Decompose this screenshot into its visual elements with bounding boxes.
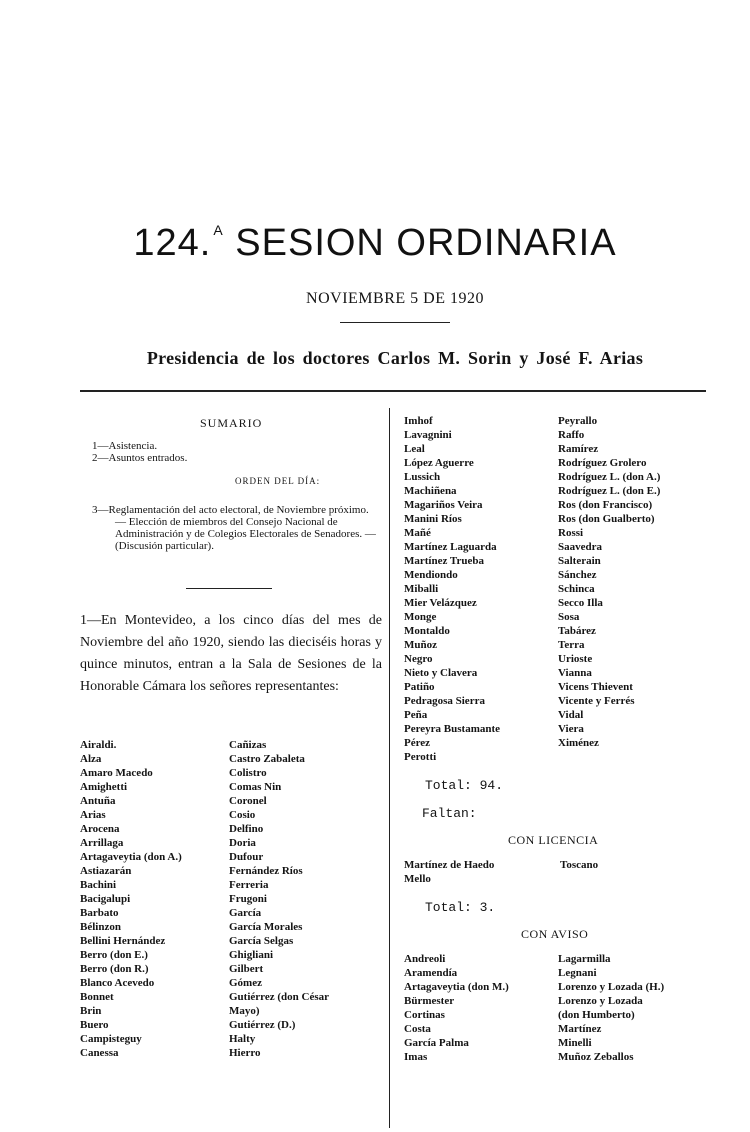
member-name: Magariños Veira xyxy=(404,499,483,511)
member-name: (don Humberto) xyxy=(558,1009,635,1021)
member-name: Perotti xyxy=(404,751,437,763)
member-name: Gilbert xyxy=(229,963,264,975)
member-name: Vianna xyxy=(558,667,592,679)
member-name: Castro Zabaleta xyxy=(229,753,305,765)
member-name: Artagaveytia (don A.) xyxy=(80,851,182,863)
member-name: Arias xyxy=(80,809,106,821)
con-licencia-column-1 xyxy=(404,858,494,886)
sumario-item-3-text: 3—Reglamentación del acto electoral, de Noviembre próximo. — Elección de miembros del Consejo Nacional de Administración y de Colegios Electorales de Senadores. — (Discusión particular). xyxy=(92,504,376,552)
attendees-column-1 xyxy=(80,738,182,1060)
member-name: Dufour xyxy=(229,851,264,863)
session-name: SESION ORDINARIA xyxy=(235,222,617,264)
member-name: Muñoz xyxy=(404,639,437,651)
member-name: Secco Illa xyxy=(558,597,603,609)
member-name: Martínez Trueba xyxy=(404,555,484,567)
member-name: Ramírez xyxy=(558,443,599,455)
member-name: Ros (don Gualberto) xyxy=(558,513,655,525)
member-name: Costa xyxy=(404,1023,431,1035)
sumario-heading: SUMARIO xyxy=(200,416,263,430)
member-name: Mayo) xyxy=(229,1005,260,1017)
member-name: García Morales xyxy=(229,921,303,933)
member-name: Lussich xyxy=(404,471,441,483)
member-name: Pereyra Bustamante xyxy=(404,723,501,735)
member-name: Mañé xyxy=(404,527,431,539)
member-name: Bürmester xyxy=(404,995,455,1007)
presidency-line: Presidencia de los doctores Carlos M. Sorin y José F. Arias xyxy=(146,348,644,368)
opening-paragraph-text: 1—En Montevideo, a los cinco días del mes de Noviembre del año 1920, siendo las dieciséis horas y quince minutos, entran a la Sala de Sesiones de la Honorable Cámara los señores representantes: xyxy=(80,613,382,694)
member-name: Minelli xyxy=(558,1037,592,1049)
member-name: Comas Nin xyxy=(229,781,282,793)
sumario-item-3 xyxy=(92,504,382,552)
member-name: Nieto y Clavera xyxy=(404,667,478,679)
member-name: Cosio xyxy=(229,809,256,821)
member-name: Gutiérrez (don César xyxy=(229,991,329,1003)
member-name: Tabárez xyxy=(558,625,596,637)
member-name: Arocena xyxy=(80,823,120,835)
session-date: NOVIEMBRE 5 DE 1920 xyxy=(306,290,484,307)
member-name: Delfino xyxy=(229,823,264,835)
member-name: Saavedra xyxy=(558,541,602,553)
member-name: Miballi xyxy=(404,583,439,595)
session-title xyxy=(0,222,750,265)
member-name: Gómez xyxy=(229,977,262,989)
attendees-column-3 xyxy=(404,414,500,764)
member-name: Negro xyxy=(404,653,433,665)
member-name: Buero xyxy=(80,1019,109,1031)
member-name: Muñoz Zeballos xyxy=(558,1051,634,1063)
member-name: Imas xyxy=(404,1051,428,1063)
member-name: Martínez xyxy=(558,1023,602,1035)
attendees-column-2 xyxy=(229,738,329,1060)
member-name: Brin xyxy=(80,1005,102,1017)
member-name: Mendiondo xyxy=(404,569,458,581)
member-name: Salterain xyxy=(558,555,601,567)
member-name: Gutiérrez (D.) xyxy=(229,1019,296,1031)
member-name: Cortinas xyxy=(404,1009,445,1021)
member-name: Schinca xyxy=(558,583,595,595)
member-name: Legnani xyxy=(558,967,597,979)
member-name: Raffo xyxy=(558,429,585,441)
member-name: Frugoni xyxy=(229,893,267,905)
member-name: Canessa xyxy=(80,1047,119,1059)
member-name: Sánchez xyxy=(558,569,597,581)
member-name: Coronel xyxy=(229,795,267,807)
con-aviso-column-1 xyxy=(404,952,509,1064)
member-name: Colistro xyxy=(229,767,267,779)
member-name: Peyrallo xyxy=(558,415,598,427)
member-name: Artagaveytia (don M.) xyxy=(404,981,509,993)
member-name: Pérez xyxy=(404,737,431,749)
header-divider xyxy=(80,390,706,392)
attendees-column-4 xyxy=(558,414,660,750)
member-name: Lorenzo y Lozada (H.) xyxy=(558,981,665,993)
member-name: Bacigalupi xyxy=(80,893,131,905)
member-name: López Aguerre xyxy=(404,457,474,469)
member-name: Vicente y Ferrés xyxy=(558,695,635,707)
member-name: Mier Velázquez xyxy=(404,597,477,609)
member-name: Ghigliani xyxy=(229,949,274,961)
member-name: Terra xyxy=(558,639,585,651)
member-name: Bélinzon xyxy=(80,921,121,933)
member-name: García Selgas xyxy=(229,935,294,947)
member-name: García Palma xyxy=(404,1037,469,1049)
session-number: 124. xyxy=(133,222,212,264)
member-name: Martínez de Haedo xyxy=(404,859,495,871)
member-name: Vicens Thievent xyxy=(558,681,633,693)
member-name: Peña xyxy=(404,709,428,721)
ordinal-mark: A xyxy=(213,222,224,238)
member-name: Imhof xyxy=(404,415,433,427)
member-name: Bonnet xyxy=(80,991,114,1003)
member-name: Monge xyxy=(404,611,437,623)
member-name: Airaldi. xyxy=(80,739,117,751)
faltan-label: Faltan: xyxy=(422,806,477,821)
member-name: Berro (don R.) xyxy=(80,963,149,975)
opening-paragraph xyxy=(80,610,382,698)
member-name: Sosa xyxy=(558,611,580,623)
sumario-item-2: 2—Asuntos entrados. xyxy=(92,452,188,464)
member-name: Ximénez xyxy=(558,737,599,749)
member-name: Machiñena xyxy=(404,485,457,497)
member-name: Pedragosa Sierra xyxy=(404,695,485,707)
member-name: Barbato xyxy=(80,907,119,919)
member-name: Lagarmilla xyxy=(558,953,611,965)
member-name: Halty xyxy=(229,1033,256,1045)
member-name: Aramendía xyxy=(404,967,458,979)
member-name: Hierro xyxy=(229,1047,261,1059)
member-name: Bachini xyxy=(80,879,117,891)
member-name: Urioste xyxy=(558,653,593,665)
member-name: Lavagnini xyxy=(404,429,452,441)
member-name: Arrillaga xyxy=(80,837,124,849)
member-name: Astiazarán xyxy=(80,865,132,877)
member-name: Amighetti xyxy=(80,781,128,793)
member-name: Leal xyxy=(404,443,425,455)
total-present: Total: 94. xyxy=(425,778,504,793)
member-name: Vidal xyxy=(558,709,584,721)
con-licencia-column-2 xyxy=(560,858,598,872)
orden-del-dia-heading: ORDEN DEL DÍA: xyxy=(235,476,321,486)
con-aviso-heading: CON AVISO xyxy=(521,927,589,941)
member-name: García xyxy=(229,907,262,919)
member-name: Ferreria xyxy=(229,879,269,891)
sumario-divider xyxy=(186,588,272,589)
member-name: Berro (don E.) xyxy=(80,949,148,961)
member-name: Montaldo xyxy=(404,625,450,637)
member-name: Rodríguez L. (don A.) xyxy=(558,471,661,483)
member-name: Andreoli xyxy=(404,953,446,965)
con-licencia-heading: CON LICENCIA xyxy=(508,833,599,847)
member-name: Mello xyxy=(404,873,431,885)
member-name: Ros (don Francisco) xyxy=(558,499,653,511)
member-name: Lorenzo y Lozada xyxy=(558,995,643,1007)
total-licencia: Total: 3. xyxy=(425,900,496,915)
member-name: Amaro Macedo xyxy=(80,767,153,779)
member-name: Antuña xyxy=(80,795,116,807)
member-name: Rodríguez Grolero xyxy=(558,457,647,469)
column-divider xyxy=(389,408,390,1128)
member-name: Alza xyxy=(80,753,102,765)
member-name: Blanco Acevedo xyxy=(80,977,155,989)
member-name: Manini Ríos xyxy=(404,513,462,525)
member-name: Rossi xyxy=(558,527,584,539)
member-name: Bellini Hernández xyxy=(80,935,166,947)
member-name: Campisteguy xyxy=(80,1033,142,1045)
member-name: Patiño xyxy=(404,681,435,693)
member-name: Toscano xyxy=(560,859,599,871)
member-name: Doria xyxy=(229,837,256,849)
sumario-item-1: 1—Asistencia. xyxy=(92,440,158,452)
member-name: Fernández Ríos xyxy=(229,865,303,877)
date-divider xyxy=(340,322,450,323)
member-name: Viera xyxy=(558,723,584,735)
con-aviso-column-2 xyxy=(558,952,664,1064)
member-name: Martínez Laguarda xyxy=(404,541,497,553)
member-name: Rodríguez L. (don E.) xyxy=(558,485,661,497)
member-name: Cañizas xyxy=(229,739,267,751)
